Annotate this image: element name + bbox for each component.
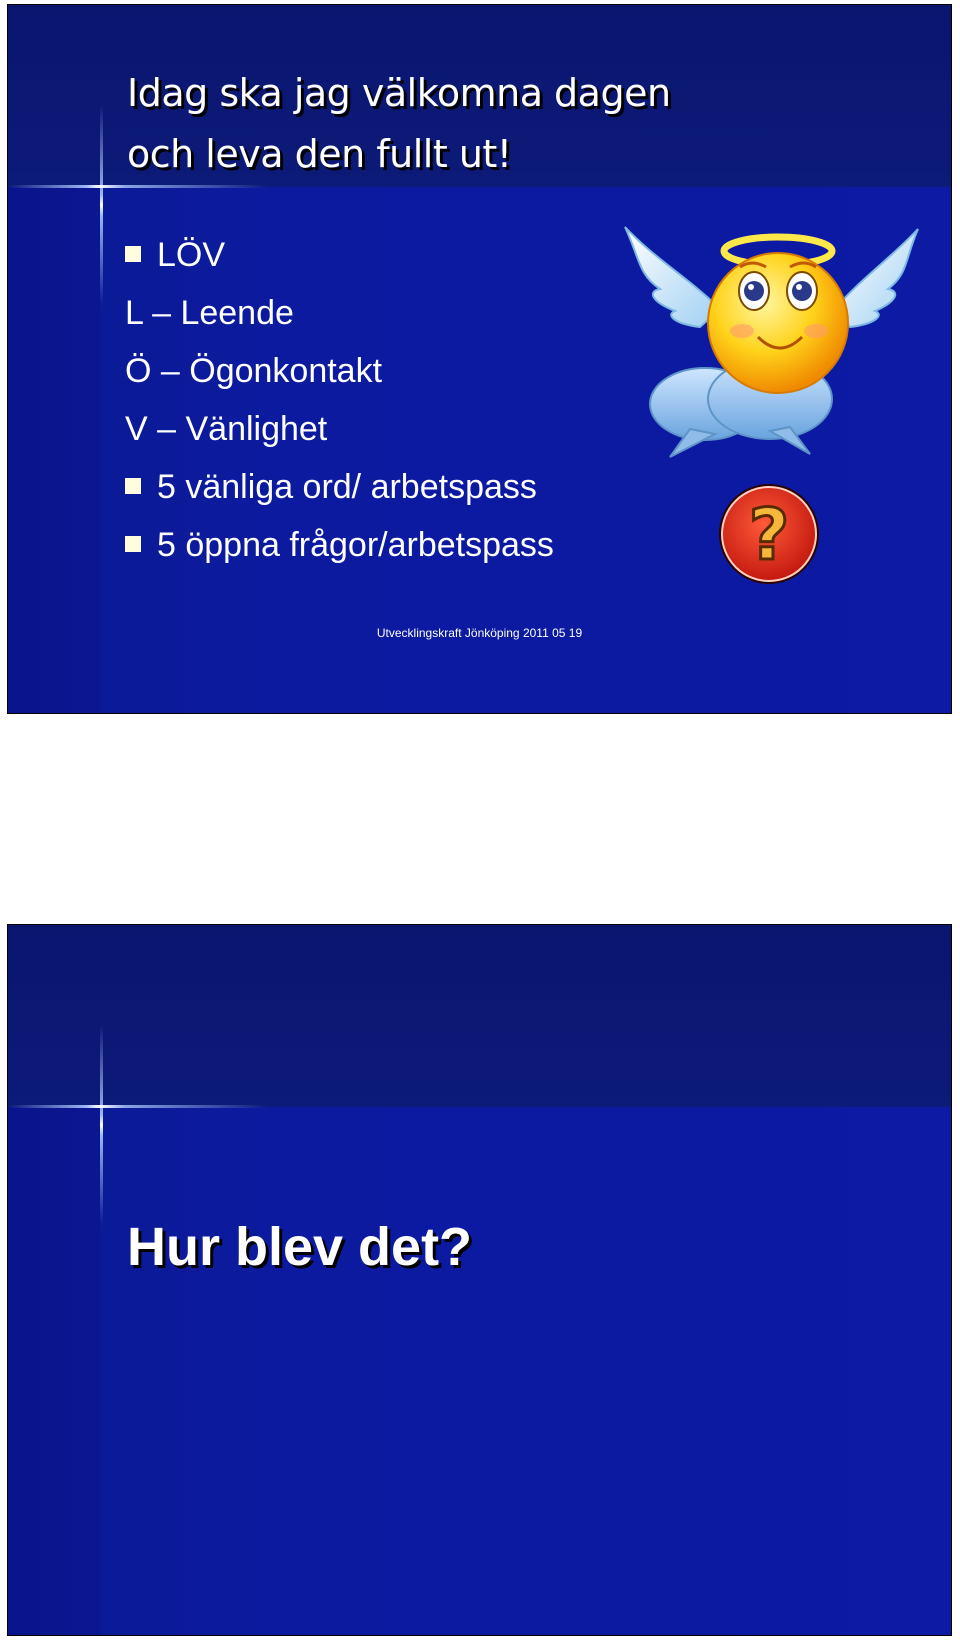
list-item-vanlighet: V – Vänlighet xyxy=(125,410,328,448)
slide-1 xyxy=(7,4,952,714)
list-item-vanliga-ord: 5 vänliga ord/ arbetspass xyxy=(125,467,537,507)
bullet-square-icon xyxy=(125,478,141,494)
slide-footer: Utvecklingskraft Jönköping 2011 05 19 xyxy=(376,626,583,640)
accent-vertical-line xyxy=(100,1025,103,1225)
slide-header-band xyxy=(8,925,951,1107)
accent-horizontal-line xyxy=(8,1105,268,1108)
slide-body-band xyxy=(8,1107,951,1635)
slide-title xyxy=(127,63,671,185)
bullet-square-icon xyxy=(125,536,141,552)
list-item-ogonkontakt: Ö – Ögonkontakt xyxy=(125,352,383,390)
slide-title: Hur blev det? xyxy=(127,1217,473,1277)
accent-vertical-line xyxy=(100,105,103,305)
question-mark-icon xyxy=(716,481,822,587)
list-item-oppna-fragor: 5 öppna frågor/arbetspass xyxy=(125,525,554,565)
title-line-1: Idag ska jag välkomna dagen xyxy=(127,71,671,115)
list-item-lov: LÖV xyxy=(125,235,225,275)
left-accent-strip xyxy=(8,1107,100,1635)
list-item-leende: L – Leende xyxy=(125,294,294,332)
accent-horizontal-line xyxy=(8,185,268,188)
title-line-2: och leva den fullt ut! xyxy=(127,132,512,176)
slide-2 xyxy=(7,924,952,1636)
bullet-square-icon xyxy=(125,246,141,262)
angel-smiley-icon xyxy=(620,219,925,464)
svg-text:?: ? xyxy=(748,494,790,576)
